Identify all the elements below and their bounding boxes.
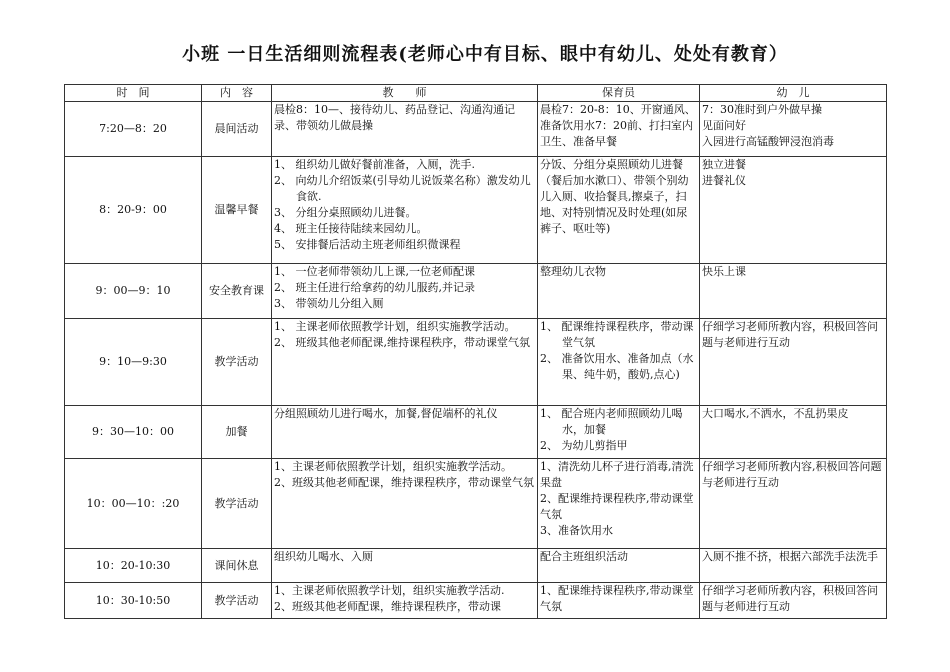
cell-line: 2、班级其他老师配课，维持课程秩序，带动课堂气氛: [274, 476, 534, 489]
cell-line: 组织幼儿喝水、入厕: [274, 550, 373, 563]
row-teacher: [272, 583, 538, 619]
cell-line: 1、主课老师依照教学计划，组织实施教学活动。: [274, 460, 512, 473]
row-nurse: [538, 264, 700, 319]
row-child: [700, 549, 887, 583]
table-row: [65, 264, 887, 319]
row-teacher: [272, 549, 538, 583]
row-time: 9：30—10：00: [65, 406, 202, 459]
header-nurse: 保育员: [538, 85, 700, 102]
row-child: [700, 583, 887, 619]
cell-line: 晨检7：20-8：10、开窗通风、准备饮用水7：20前、打扫室内卫生、准备早餐: [540, 103, 696, 148]
cell-line: 晨检8：10—、接待幼儿、药品登记、沟通沟通记录、带领幼儿做晨操: [274, 103, 515, 132]
cell-line: 配合主班组织活动: [540, 550, 628, 563]
cell-line: 见面问好: [702, 119, 746, 132]
row-teacher: [272, 459, 538, 549]
cell-line: 仔细学习老师所教内容,积极回答问题与老师进行互动: [702, 460, 882, 489]
cell-line: 进餐礼仪: [702, 174, 746, 187]
table-row: [65, 102, 887, 157]
header-row: [65, 85, 887, 102]
row-teacher: [272, 102, 538, 157]
row-time: 10：20-10:30: [65, 549, 202, 583]
cell-line: 1、 配课维持课程秩序，带动课堂气氛: [540, 320, 694, 349]
row-content: 教学活动: [202, 583, 272, 619]
cell-line: 1、 一位老师带领幼儿上课,一位老师配课: [274, 265, 475, 278]
row-time: 7:20—8：20: [65, 102, 202, 157]
cell-line: 2、 为幼儿剪指甲: [540, 439, 628, 452]
cell-line: 1、清洗幼儿杯子进行消毒,清洗果盘: [540, 460, 694, 489]
row-content: 温馨早餐: [202, 157, 272, 264]
table-row: [65, 583, 887, 619]
table-row: [65, 406, 887, 459]
cell-line: 2、班级其他老师配课，维持课程秩序，带动课: [274, 600, 501, 613]
cell-line: 1、 配合班内老师照顾幼儿喝水，加餐: [540, 407, 683, 436]
row-child: [700, 102, 887, 157]
cell-line: 1、主课老师依照教学计划，组织实施教学活动.: [274, 584, 505, 597]
row-teacher: [272, 319, 538, 406]
cell-line: 3、 分组分桌照顾幼儿进餐。: [274, 206, 417, 219]
row-nurse: [538, 406, 700, 459]
row-nurse: [538, 549, 700, 583]
row-time: 10：00—10：:20: [65, 459, 202, 549]
cell-line: 入厕不推不挤，根据六部洗手法洗手: [702, 550, 878, 563]
row-child: [700, 157, 887, 264]
cell-line: 入园进行高锰酸钾浸泡消毒: [702, 135, 834, 148]
row-child: [700, 319, 887, 406]
cell-line: 独立进餐: [702, 158, 746, 171]
cell-line: 7：30准时到户外做早操: [702, 103, 822, 116]
row-content: 晨间活动: [202, 102, 272, 157]
cell-line: 整理幼儿衣物: [540, 265, 606, 278]
cell-line: 仔细学习老师所教内容，积极回答问题与老师进行互动: [702, 584, 878, 613]
row-teacher: [272, 264, 538, 319]
row-nurse: [538, 459, 700, 549]
row-content: 教学活动: [202, 459, 272, 549]
row-content: 安全教育课: [202, 264, 272, 319]
cell-line: 4、 班主任接待陆续来园幼儿。: [274, 222, 428, 235]
table-row: [65, 549, 887, 583]
row-nurse: [538, 319, 700, 406]
row-nurse: [538, 583, 700, 619]
header-child: 幼 儿: [700, 85, 887, 102]
row-nurse: [538, 157, 700, 264]
row-child: [700, 459, 887, 549]
row-nurse: [538, 102, 700, 157]
row-teacher: [272, 157, 538, 264]
row-time: 10：30-10:50: [65, 583, 202, 619]
row-child: [700, 406, 887, 459]
page-title: 小班 一日生活细则流程表(老师心中有目标、眼中有幼儿、处处有教育）: [182, 44, 788, 65]
table-row: [65, 157, 887, 264]
cell-line: 仔细学习老师所教内容，积极回答问题与老师进行互动: [702, 320, 878, 349]
schedule-table: [64, 84, 887, 619]
cell-line: 3、准备饮用水: [540, 524, 613, 537]
cell-line: 2、 班级其他老师配课,维持课程秩序，带动课堂气氛: [274, 336, 530, 349]
row-content: 加餐: [202, 406, 272, 459]
cell-line: 1、配课维持课程秩序,带动课堂气氛: [540, 584, 694, 613]
row-child: [700, 264, 887, 319]
cell-line: 1、 主课老师依照教学计划，组织实施教学活动。: [274, 320, 516, 333]
table-row: [65, 319, 887, 406]
header-content: 内 容: [202, 85, 272, 102]
row-time: 9：00—9：10: [65, 264, 202, 319]
header-time: 时 间: [65, 85, 202, 102]
header-teacher: 教 师: [272, 85, 538, 102]
cell-line: 2、 班主任进行给拿药的幼儿服药,并记录: [274, 281, 475, 294]
cell-line: 大口喝水,不洒水，不乱扔果皮: [702, 407, 849, 420]
row-content: 教学活动: [202, 319, 272, 406]
cell-line: 1、 组织幼儿做好餐前准备，入厕，洗手.: [274, 158, 475, 171]
cell-line: 2、配课维持课程秩序,带动课堂气氛: [540, 492, 694, 521]
row-time: 8：20-9：00: [65, 157, 202, 264]
cell-line: 3、 带领幼儿分组入厕: [274, 297, 384, 310]
cell-line: 5、 安排餐后活动主班老师组织微课程: [274, 238, 461, 251]
schedule-body: [65, 102, 887, 619]
cell-line: 2、 准备饮用水、准备加点（水果、纯牛奶，酸奶,点心): [540, 352, 694, 381]
row-teacher: [272, 406, 538, 459]
cell-line: 分饭、分组分桌照顾幼儿进餐（餐后加水漱口）、带领个别幼儿入厕、收拾餐具,擦桌子，扫地、对特别情况及时处理(如尿裤子、呕吐等): [540, 158, 689, 235]
table-row: [65, 459, 887, 549]
cell-line: 2、 向幼儿介绍饭菜(引导幼儿说饭菜名称）激发幼儿食欲.: [274, 174, 531, 203]
cell-line: 分组照顾幼儿进行喝水，加餐,督促端杯的礼仪: [274, 407, 498, 420]
cell-line: 快乐上课: [702, 265, 746, 278]
row-time: 9：10—9:30: [65, 319, 202, 406]
row-content: 课间休息: [202, 549, 272, 583]
